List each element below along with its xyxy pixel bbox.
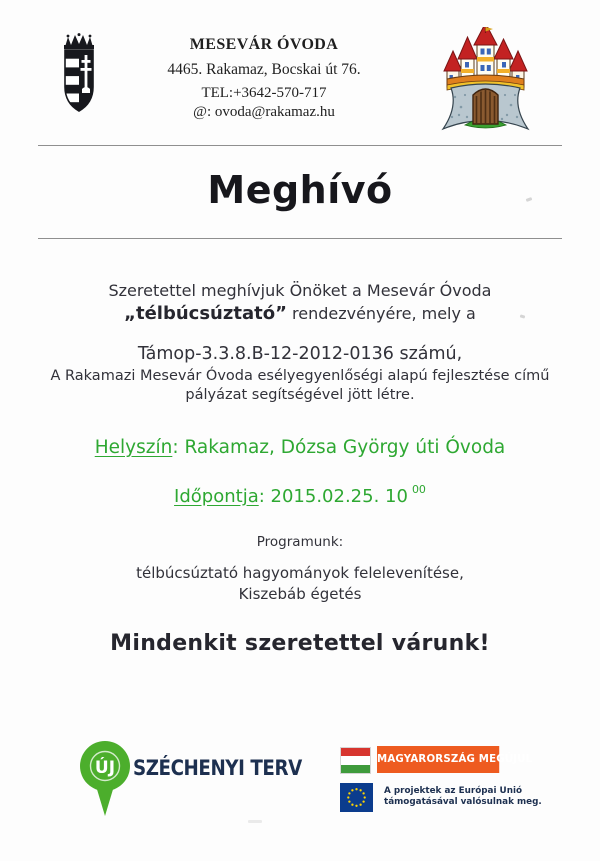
svg-text:ÚJ: ÚJ bbox=[94, 758, 116, 778]
eu-support-text bbox=[384, 786, 542, 808]
program-description bbox=[0, 563, 600, 605]
eu-support-line1: A projektek az Európai Unió bbox=[384, 786, 523, 796]
org-email: @: ovoda@rakamaz.hu bbox=[193, 104, 335, 120]
divider-top bbox=[38, 145, 562, 146]
divider-bottom bbox=[38, 238, 562, 239]
org-address: 4465. Rakamaz, Bocskai út 76. bbox=[167, 61, 361, 78]
invite-line1: Szeretettel meghívjuk Önöket a Mesevár Óvoda bbox=[108, 281, 492, 300]
date-label: Időpontja bbox=[174, 486, 259, 507]
megujul-banner: MAGYARORSZÁG MEGÚJUL bbox=[377, 746, 499, 773]
program-line1: télbúcsúztató hagyományok felelevenítése, bbox=[136, 564, 464, 582]
date-minutes-superscript: 00 bbox=[411, 483, 426, 496]
eu-flag-icon bbox=[340, 783, 373, 812]
org-phone: TEL:+3642-570-717 bbox=[201, 85, 327, 101]
eu-support-line2: támogatásával valósulnak meg. bbox=[384, 797, 542, 807]
tamop-project-number: Támop-3.3.8.B-12-2012-0136 számú, bbox=[137, 344, 463, 364]
org-name: MESEVÁR ÓVODA bbox=[189, 36, 339, 53]
tamop-desc-line1: A Rakamazi Mesevár Óvoda esélyegyenlőségi alapú fejlesztése című bbox=[50, 368, 550, 384]
tamop-paragraph bbox=[20, 344, 580, 404]
tamop-desc-line2: pályázat segítségével jött létre. bbox=[185, 386, 415, 403]
closing-line: Mindenkit szeretettel várunk! bbox=[110, 631, 490, 656]
uj-szechenyi-bubble-icon bbox=[78, 740, 132, 820]
datetime-line bbox=[0, 483, 600, 507]
location-line bbox=[0, 437, 600, 458]
invite-event-name: „télbúcsúztató” bbox=[124, 303, 287, 324]
program-line2: Kiszebáb égetés bbox=[238, 585, 362, 603]
location-value: : Rakamaz, Dózsa György úti Óvoda bbox=[172, 437, 506, 458]
scan-artifact bbox=[248, 820, 262, 823]
org-header bbox=[133, 36, 395, 121]
invite-line2: rendezvényére, mely a bbox=[286, 304, 476, 323]
page-title: Meghívó bbox=[207, 168, 393, 212]
hungarian-coat-of-arms-icon bbox=[56, 33, 102, 117]
szechenyi-terv-label: SZÉCHENYI TERV bbox=[133, 756, 302, 780]
invitation-paragraph bbox=[30, 279, 570, 325]
date-value: : 2015.02.25. 10 bbox=[258, 486, 408, 507]
castle-illustration-icon bbox=[437, 27, 534, 135]
program-label: Programunk: bbox=[256, 534, 344, 550]
location-label: Helyszín bbox=[94, 437, 173, 458]
hungarian-flag-icon bbox=[340, 747, 371, 774]
